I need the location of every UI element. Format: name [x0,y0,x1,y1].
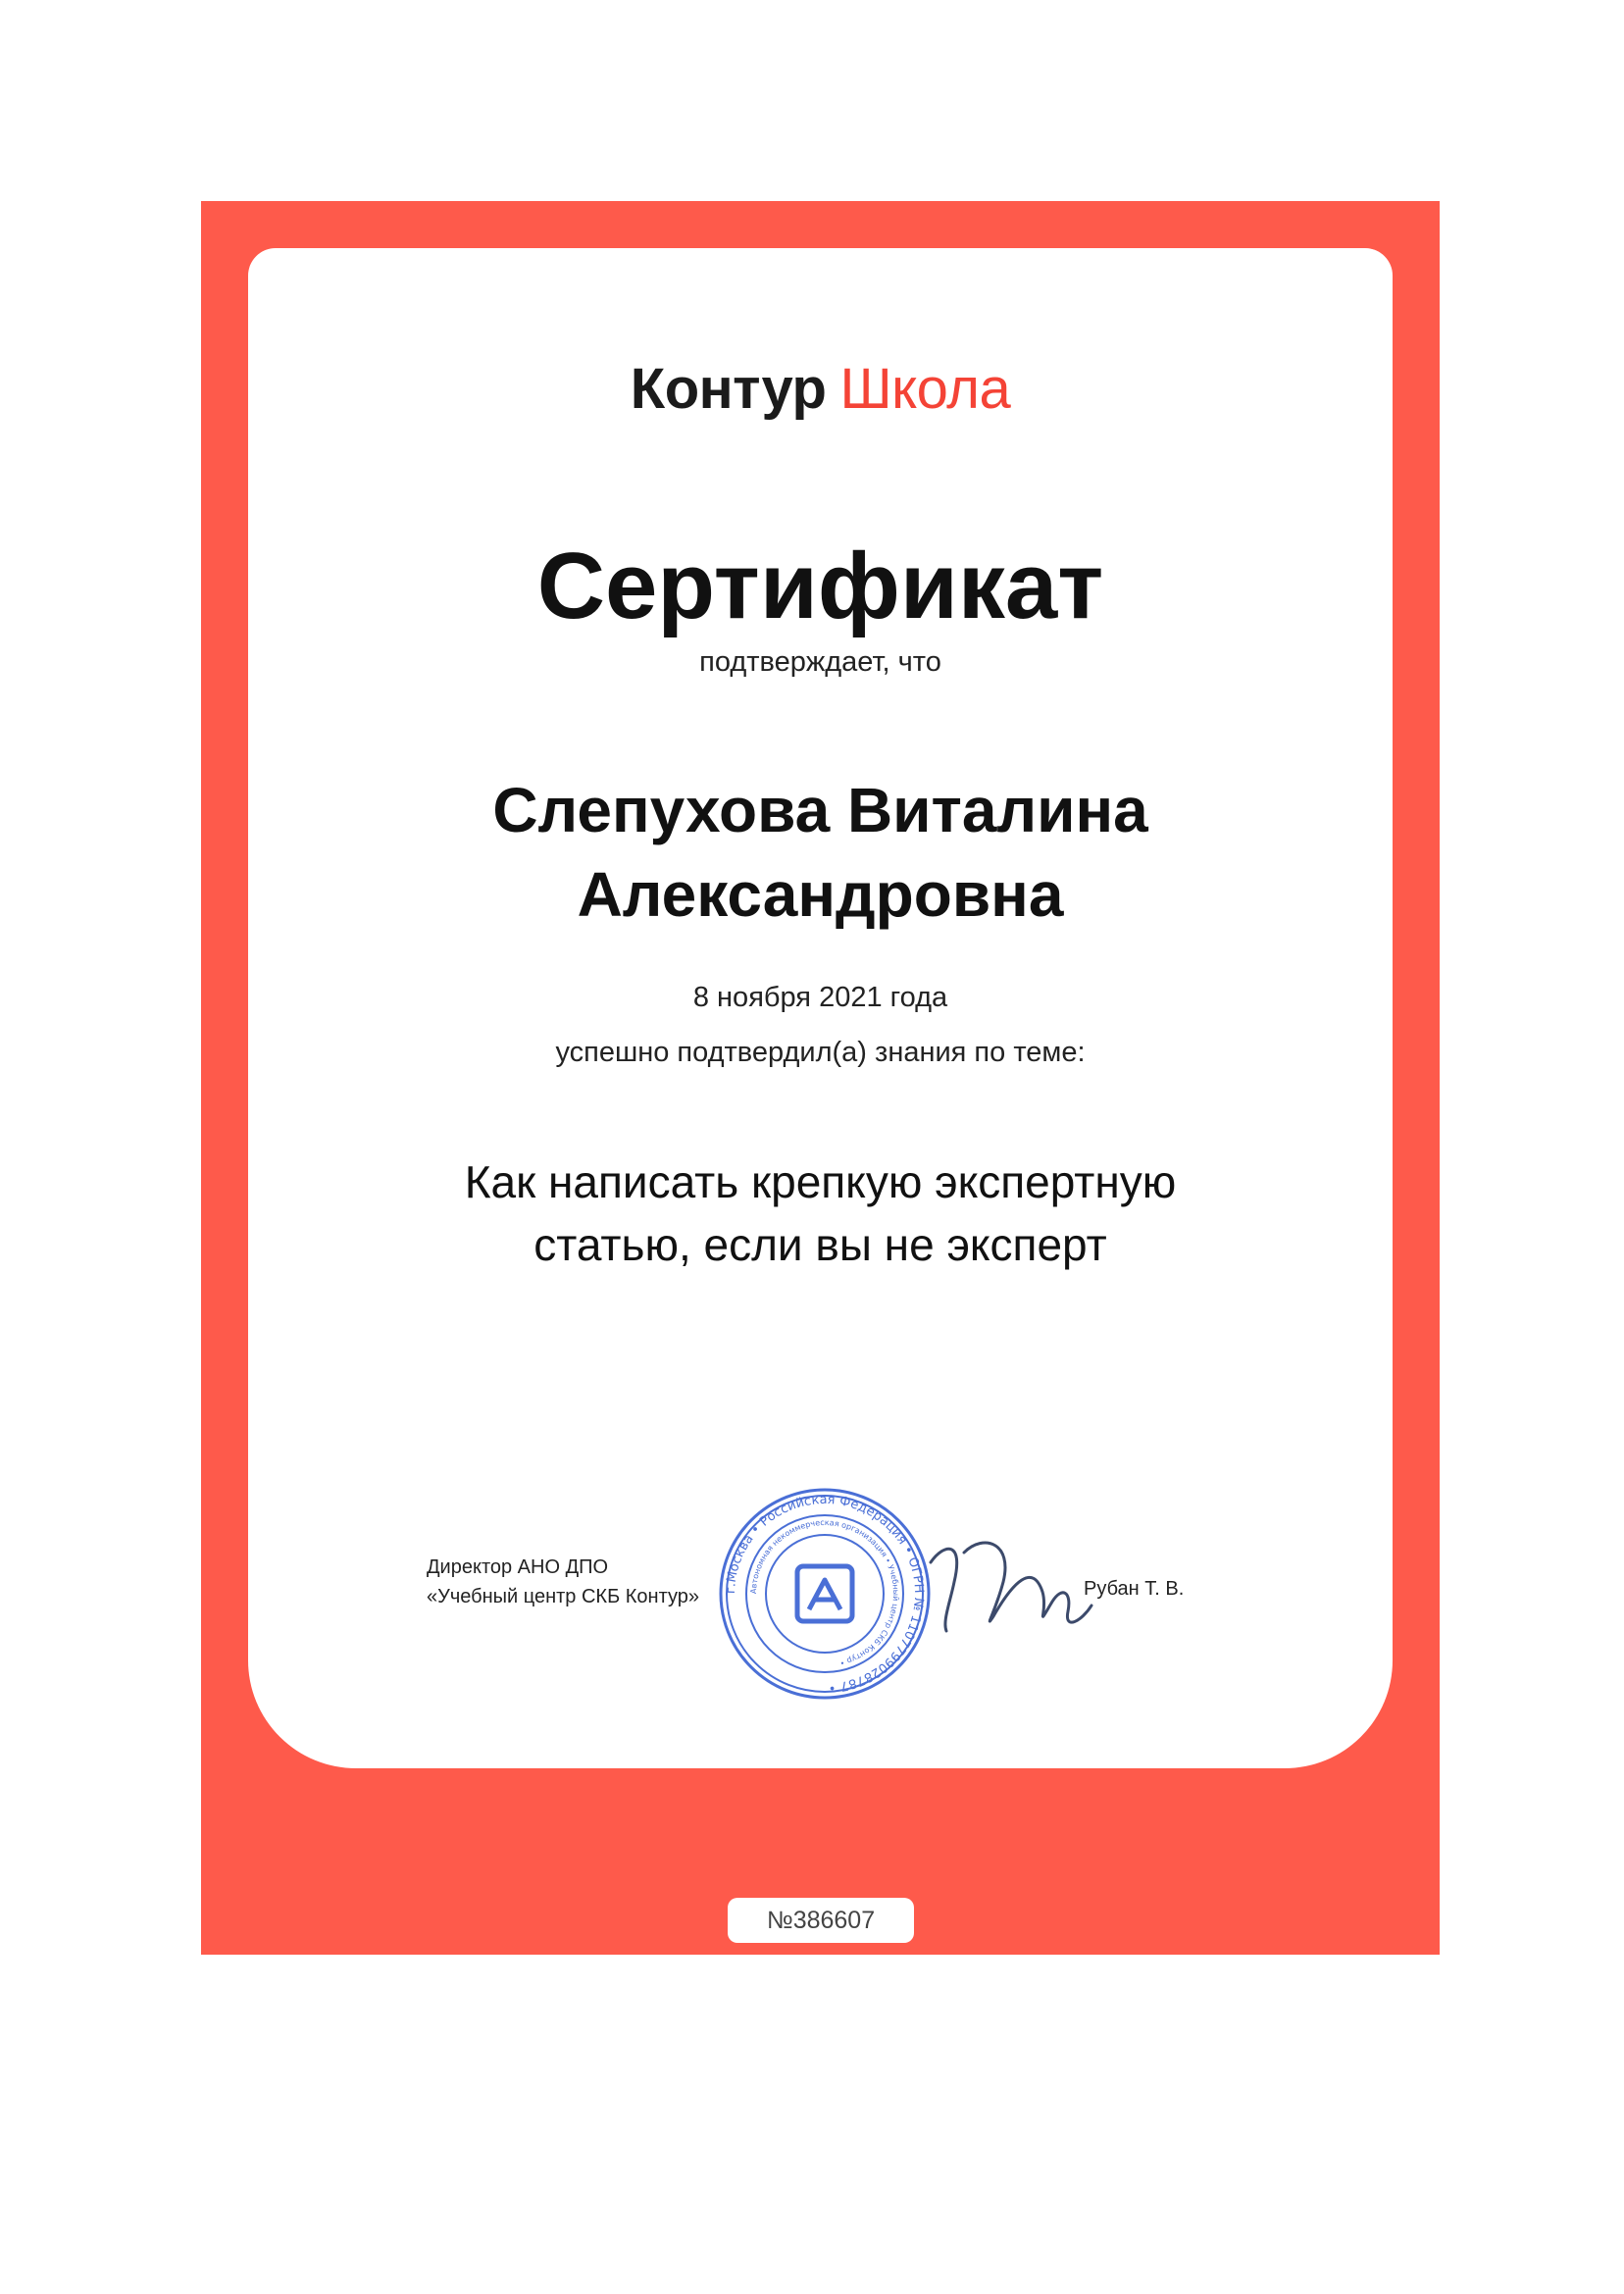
stamp-outer-text: г.Москва • Российская Федерация • ОГРН № 1107799028787 • [723,1492,927,1695]
director-position-line2: «Учебный центр СКБ Контур» [427,1586,699,1607]
course-topic-line2: статью, если вы не эксперт [533,1219,1107,1270]
kontur-school-logo [248,356,1393,422]
kontur-emblem-icon [797,1566,852,1621]
recipient-name [248,768,1393,937]
stamp-inner-text: Автономная некоммерческая организация • Учебный центр СКБ Контур • [748,1517,901,1668]
issue-date: 8 ноября 2021 года [692,982,948,1013]
certificate-frame [201,201,1440,1955]
logo-brand: Контур [630,357,827,421]
svg-text:Автономная некоммерческая орга [749,1518,900,1667]
signer-name: Рубан Т. В. [1084,1578,1185,1600]
director-position [427,1553,699,1611]
confirmation-text: успешно подтвердил(а) знания по теме: [555,1037,1086,1068]
certificate-title: Сертификат [536,534,1104,638]
organization-stamp [717,1486,933,1702]
course-topic [248,1150,1393,1276]
recipient-name-line1: Слепухова Виталина [492,775,1148,845]
certificate-subtitle: подтверждает, что [699,646,941,678]
recipient-name-line2: Александровна [577,859,1064,930]
director-position-line1: Директор АНО ДПО [427,1556,609,1578]
certificate-number: №386607 [728,1898,914,1943]
course-topic-line1: Как написать крепкую экспертную [464,1156,1177,1207]
certificate-card [248,248,1393,1768]
logo-product: Школа [839,357,1011,421]
